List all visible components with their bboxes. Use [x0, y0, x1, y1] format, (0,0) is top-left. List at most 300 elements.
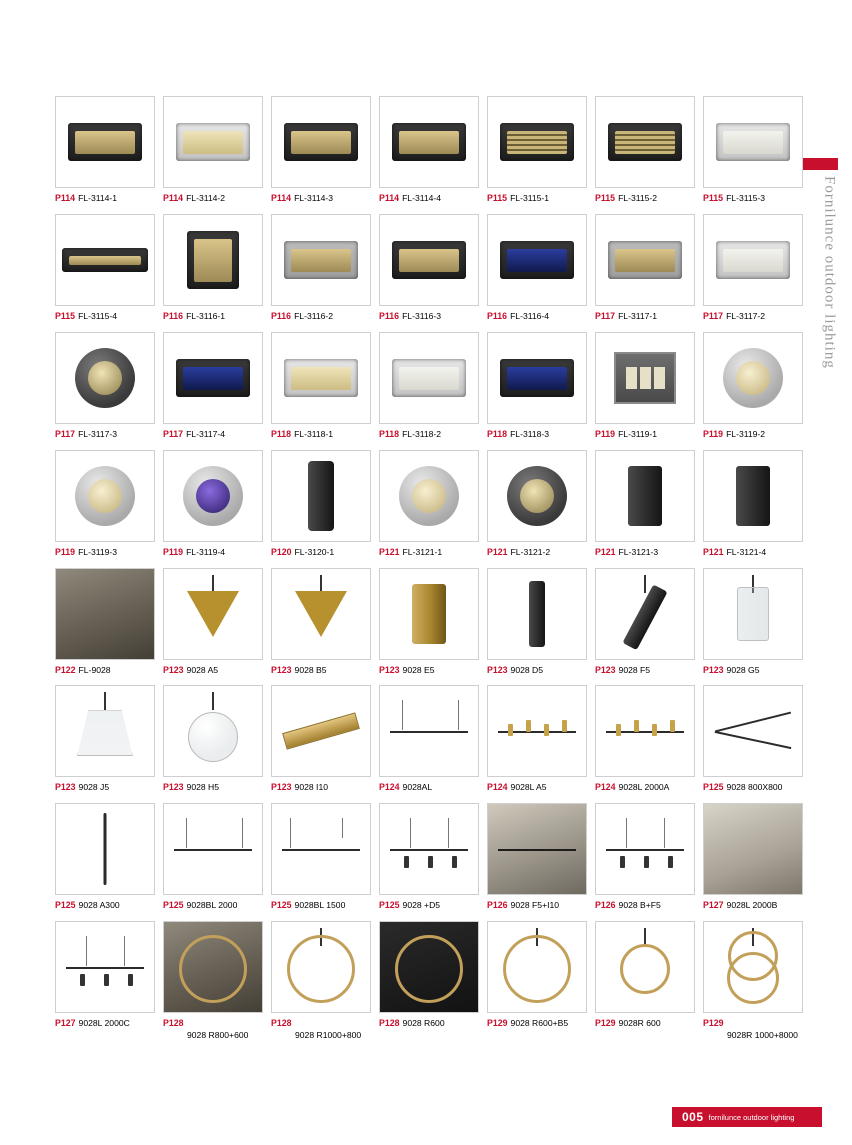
product-thumbnail[interactable] [379, 685, 479, 777]
product-cell[interactable] [700, 803, 808, 921]
product-thumbnail[interactable] [379, 568, 479, 660]
product-thumbnail[interactable] [55, 921, 155, 1013]
product-caption [595, 900, 697, 911]
product-code: P115 [703, 193, 724, 203]
product-name: 9028L 2000A [618, 782, 670, 793]
product-image [164, 451, 262, 541]
product-cell[interactable] [268, 921, 376, 1051]
product-thumbnail[interactable] [379, 214, 479, 306]
product-name: FL-3116-1 [186, 310, 226, 321]
product-cell[interactable] [484, 450, 592, 568]
product-cell[interactable] [376, 96, 484, 214]
product-image [272, 922, 370, 1012]
product-cell[interactable] [376, 332, 484, 450]
product-name: FL-3114-4 [402, 193, 442, 203]
product-image [380, 922, 478, 1012]
product-caption [487, 429, 589, 440]
product-thumbnail[interactable] [55, 803, 155, 895]
product-image [488, 804, 586, 894]
product-code: P123 [163, 782, 184, 793]
product-caption [703, 900, 805, 911]
product-code: P123 [163, 664, 184, 675]
product-code: P123 [487, 664, 508, 675]
product-caption [163, 1018, 265, 1041]
product-name: 9028L A5 [510, 782, 547, 793]
product-caption [163, 193, 265, 204]
product-thumbnail[interactable] [595, 96, 695, 188]
product-thumbnail[interactable] [595, 921, 695, 1013]
product-cell[interactable] [268, 803, 376, 921]
product-thumbnail[interactable] [703, 803, 803, 895]
product-thumbnail[interactable] [703, 568, 803, 660]
product-thumbnail[interactable] [487, 450, 587, 542]
product-name: 9028 G5 [726, 664, 760, 675]
product-cell[interactable] [160, 450, 268, 568]
product-cell[interactable] [52, 921, 160, 1051]
product-image [596, 451, 694, 541]
product-thumbnail[interactable] [55, 214, 155, 306]
product-thumbnail[interactable] [163, 685, 263, 777]
product-image [56, 569, 154, 659]
product-caption [163, 782, 265, 793]
product-cell[interactable] [592, 803, 700, 921]
product-image [596, 569, 694, 659]
product-code: P116 [379, 310, 400, 321]
product-cell[interactable] [160, 332, 268, 450]
product-cell[interactable] [160, 921, 268, 1051]
product-image [380, 333, 478, 423]
product-name: 9028 F5+I10 [510, 900, 560, 911]
product-cell[interactable] [484, 803, 592, 921]
product-code: P125 [271, 900, 292, 911]
product-thumbnail[interactable] [379, 450, 479, 542]
product-image [596, 97, 694, 187]
product-cell[interactable] [700, 214, 808, 332]
product-thumbnail[interactable] [163, 332, 263, 424]
product-caption [55, 311, 157, 322]
product-caption [55, 429, 157, 440]
product-grid [52, 96, 808, 1051]
product-name: FL-3119-1 [618, 428, 658, 439]
product-name: FL-3114-1 [78, 193, 118, 203]
product-cell[interactable] [700, 685, 808, 803]
product-thumbnail[interactable] [595, 214, 695, 306]
product-code: P123 [703, 664, 724, 675]
product-caption [55, 665, 157, 676]
product-code: P121 [379, 546, 400, 557]
product-cell[interactable] [160, 96, 268, 214]
product-name: FL-3114-3 [294, 193, 334, 203]
product-name: 9028R 600 [618, 1018, 661, 1029]
product-caption [163, 665, 265, 676]
product-image [704, 451, 802, 541]
product-caption [271, 193, 373, 204]
product-code: P122 [55, 664, 76, 675]
product-name: FL-3117-3 [78, 428, 118, 439]
product-image [704, 97, 802, 187]
product-image [704, 333, 802, 423]
product-code: P125 [55, 900, 76, 911]
product-cell[interactable] [700, 921, 808, 1051]
product-code: P114 [379, 193, 400, 203]
product-thumbnail[interactable] [271, 803, 371, 895]
product-name: 9028L 2000B [726, 900, 778, 911]
product-thumbnail[interactable] [379, 921, 479, 1013]
product-caption [163, 900, 265, 911]
product-cell[interactable] [160, 685, 268, 803]
product-caption [55, 1018, 157, 1029]
product-caption [595, 1018, 697, 1029]
product-thumbnail[interactable] [55, 685, 155, 777]
product-name: FL-3115-1 [510, 193, 550, 203]
product-code: P119 [163, 546, 184, 557]
product-cell[interactable] [52, 803, 160, 921]
product-caption [487, 1018, 589, 1029]
product-code: P120 [271, 546, 292, 557]
product-image [164, 686, 262, 776]
product-code: P114 [55, 193, 76, 203]
product-thumbnail[interactable] [271, 685, 371, 777]
product-code: P114 [163, 193, 184, 203]
product-image [488, 569, 586, 659]
product-caption [379, 900, 481, 911]
product-caption [703, 429, 805, 440]
product-name: 9028 H5 [186, 782, 220, 793]
product-name: 9028BL 1500 [294, 900, 346, 911]
product-name: 9028 A5 [186, 664, 219, 675]
product-name: FL-3115-4 [78, 310, 118, 321]
product-caption [703, 193, 805, 204]
product-name: 9028 E5 [402, 664, 435, 675]
product-caption [703, 665, 805, 676]
side-tab-label: Fornilunce outdoor lighting [821, 176, 838, 369]
product-cell[interactable] [268, 214, 376, 332]
side-tab [820, 168, 838, 598]
product-image [704, 569, 802, 659]
product-image [596, 686, 694, 776]
product-image [380, 215, 478, 305]
product-cell[interactable] [484, 921, 592, 1051]
product-name: 9028 R800+600 [187, 1030, 249, 1041]
product-thumbnail[interactable] [487, 685, 587, 777]
product-image [56, 804, 154, 894]
product-caption [55, 900, 157, 911]
product-name: 9028AL [402, 782, 433, 793]
product-image [56, 333, 154, 423]
product-thumbnail[interactable] [163, 96, 263, 188]
product-code: P125 [163, 900, 184, 911]
product-name: FL-3121-3 [618, 546, 659, 557]
product-name: FL-3116-3 [402, 310, 442, 321]
product-code: P124 [595, 782, 616, 793]
product-caption [379, 782, 481, 793]
product-cell[interactable] [484, 685, 592, 803]
product-code: P117 [595, 310, 616, 321]
product-code: P121 [487, 546, 508, 557]
product-thumbnail[interactable] [703, 450, 803, 542]
product-thumbnail[interactable] [271, 450, 371, 542]
product-cell[interactable] [52, 96, 160, 214]
product-thumbnail[interactable] [595, 568, 695, 660]
product-code: P117 [55, 428, 76, 439]
product-cell[interactable] [484, 214, 592, 332]
product-code: P116 [163, 310, 184, 321]
product-cell[interactable] [268, 568, 376, 686]
product-cell[interactable] [160, 803, 268, 921]
product-thumbnail[interactable] [55, 450, 155, 542]
product-thumbnail[interactable] [487, 803, 587, 895]
product-image [380, 97, 478, 187]
product-name: FL-3119-4 [186, 546, 226, 557]
product-name: 9028 R600 [402, 1018, 445, 1029]
product-cell[interactable] [52, 568, 160, 686]
product-name: 9028L 2000C [78, 1018, 130, 1029]
product-code: P116 [487, 310, 508, 321]
product-cell[interactable] [160, 568, 268, 686]
product-caption [379, 1018, 481, 1029]
product-thumbnail[interactable] [487, 332, 587, 424]
product-caption [271, 782, 373, 793]
product-thumbnail[interactable] [163, 450, 263, 542]
product-caption [379, 311, 481, 322]
product-image [704, 686, 802, 776]
product-caption [271, 1018, 373, 1041]
product-caption [271, 547, 373, 558]
product-name: 9028R 1000+8000 [727, 1030, 798, 1041]
product-name: FL-3116-2 [294, 310, 334, 321]
product-image [56, 451, 154, 541]
product-code: P127 [55, 1018, 76, 1029]
product-thumbnail[interactable] [163, 803, 263, 895]
product-caption [379, 429, 481, 440]
product-cell[interactable] [484, 568, 592, 686]
product-thumbnail[interactable] [163, 214, 263, 306]
product-code: P119 [55, 546, 76, 557]
product-thumbnail[interactable] [487, 568, 587, 660]
product-cell[interactable] [52, 214, 160, 332]
product-thumbnail[interactable] [703, 214, 803, 306]
product-caption [163, 429, 265, 440]
product-image [488, 451, 586, 541]
product-thumbnail[interactable] [487, 921, 587, 1013]
product-name: FL-3115-3 [726, 193, 766, 203]
product-cell[interactable] [376, 921, 484, 1051]
product-name: 9028BL 2000 [186, 900, 238, 911]
product-name: FL-3120-1 [294, 546, 335, 557]
product-thumbnail[interactable] [271, 921, 371, 1013]
product-code: P121 [595, 546, 616, 557]
product-cell[interactable] [592, 214, 700, 332]
product-thumbnail[interactable] [379, 332, 479, 424]
product-thumbnail[interactable] [703, 685, 803, 777]
product-caption [595, 193, 697, 204]
product-caption [163, 311, 265, 322]
product-name: FL-3118-2 [402, 428, 442, 439]
product-code: P115 [487, 193, 508, 203]
product-cell[interactable] [376, 214, 484, 332]
product-caption [487, 311, 589, 322]
product-image [56, 97, 154, 187]
product-cell[interactable] [376, 450, 484, 568]
product-code: P126 [487, 900, 508, 911]
product-code: P125 [703, 782, 724, 793]
product-image [272, 569, 370, 659]
product-name: 9028 R600+B5 [510, 1018, 569, 1029]
product-cell[interactable] [700, 450, 808, 568]
footer-label: fornilunce outdoor lighting [708, 1112, 795, 1122]
product-thumbnail[interactable] [703, 921, 803, 1013]
product-name: 9028 J5 [78, 782, 110, 793]
product-cell[interactable] [592, 921, 700, 1051]
product-code: P118 [379, 428, 400, 439]
product-caption [595, 665, 697, 676]
product-code: P115 [55, 310, 76, 321]
product-thumbnail[interactable] [487, 214, 587, 306]
product-cell[interactable] [700, 568, 808, 686]
product-cell[interactable] [268, 96, 376, 214]
product-thumbnail[interactable] [487, 96, 587, 188]
product-caption [271, 311, 373, 322]
product-cell[interactable] [592, 332, 700, 450]
product-thumbnail[interactable] [55, 96, 155, 188]
product-thumbnail[interactable] [271, 214, 371, 306]
product-name: FL-3121-4 [726, 546, 767, 557]
product-image [164, 804, 262, 894]
product-name: FL-3116-4 [510, 310, 550, 321]
product-thumbnail[interactable] [271, 568, 371, 660]
product-name: FL-3117-1 [618, 310, 658, 321]
product-code: P128 [379, 1018, 400, 1029]
product-cell[interactable] [52, 685, 160, 803]
product-name: FL-3118-3 [510, 428, 550, 439]
product-cell[interactable] [700, 332, 808, 450]
product-code: P115 [595, 193, 616, 203]
product-image [272, 686, 370, 776]
footer-page-number: 005 [682, 1110, 704, 1124]
product-cell[interactable] [376, 803, 484, 921]
product-code: P129 [595, 1018, 616, 1029]
product-cell[interactable] [52, 450, 160, 568]
product-cell[interactable] [376, 568, 484, 686]
product-caption [487, 193, 589, 204]
product-cell[interactable] [52, 332, 160, 450]
product-code: P123 [271, 782, 292, 793]
product-code: P123 [595, 664, 616, 675]
product-thumbnail[interactable] [595, 450, 695, 542]
product-cell[interactable] [592, 568, 700, 686]
product-image [164, 922, 262, 1012]
product-image [596, 804, 694, 894]
product-name: 9028 F5 [618, 664, 651, 675]
product-image [488, 333, 586, 423]
product-image [380, 804, 478, 894]
product-thumbnail[interactable] [271, 332, 371, 424]
product-image [596, 215, 694, 305]
product-thumbnail[interactable] [379, 96, 479, 188]
product-image [164, 97, 262, 187]
product-cell[interactable] [268, 685, 376, 803]
product-image [488, 922, 586, 1012]
product-image [488, 215, 586, 305]
product-image [380, 569, 478, 659]
product-caption [487, 900, 589, 911]
product-caption [595, 782, 697, 793]
product-caption [595, 547, 697, 558]
product-image [488, 686, 586, 776]
product-thumbnail[interactable] [163, 921, 263, 1013]
product-code: P121 [703, 546, 724, 557]
product-cell[interactable] [268, 450, 376, 568]
product-caption [703, 311, 805, 322]
product-image [272, 97, 370, 187]
product-caption [271, 429, 373, 440]
product-code: P124 [379, 782, 400, 793]
product-thumbnail[interactable] [55, 568, 155, 660]
product-code: P124 [487, 782, 508, 793]
product-name: FL-3119-2 [726, 428, 766, 439]
product-cell[interactable] [592, 450, 700, 568]
product-code: P116 [271, 310, 292, 321]
product-cell[interactable] [700, 96, 808, 214]
product-caption [379, 193, 481, 204]
product-thumbnail[interactable] [595, 332, 695, 424]
product-code: P127 [703, 900, 724, 911]
product-caption [271, 665, 373, 676]
product-name: 9028 R1000+800 [295, 1030, 362, 1041]
product-thumbnail[interactable] [379, 803, 479, 895]
product-thumbnail[interactable] [163, 568, 263, 660]
product-caption [379, 665, 481, 676]
product-cell[interactable] [592, 96, 700, 214]
product-image [272, 333, 370, 423]
product-cell[interactable] [376, 685, 484, 803]
product-thumbnail[interactable] [55, 332, 155, 424]
product-caption [595, 429, 697, 440]
product-cell[interactable] [160, 214, 268, 332]
product-name: 9028 B5 [294, 664, 327, 675]
product-thumbnail[interactable] [271, 96, 371, 188]
product-image [164, 333, 262, 423]
product-caption [55, 547, 157, 558]
product-thumbnail[interactable] [703, 332, 803, 424]
product-code: P119 [703, 428, 724, 439]
product-thumbnail[interactable] [595, 685, 695, 777]
product-cell[interactable] [484, 332, 592, 450]
product-code: P118 [271, 428, 292, 439]
product-name: 9028 B+F5 [618, 900, 661, 911]
product-code: P118 [487, 428, 508, 439]
product-name: 9028 I10 [294, 782, 328, 793]
product-image [380, 686, 478, 776]
product-thumbnail[interactable] [595, 803, 695, 895]
product-caption [271, 900, 373, 911]
product-name: FL-9028 [78, 664, 111, 675]
product-code: P129 [487, 1018, 508, 1029]
product-code: P119 [595, 428, 616, 439]
product-caption [703, 1018, 805, 1041]
product-name: FL-3117-4 [186, 428, 226, 439]
product-image [596, 922, 694, 1012]
product-image [380, 451, 478, 541]
product-thumbnail[interactable] [703, 96, 803, 188]
product-code: P117 [163, 428, 184, 439]
page-footer [672, 1107, 822, 1127]
product-cell[interactable] [592, 685, 700, 803]
product-name: FL-3121-2 [510, 546, 551, 557]
product-name: FL-3117-2 [726, 310, 766, 321]
product-cell[interactable] [484, 96, 592, 214]
product-cell[interactable] [268, 332, 376, 450]
